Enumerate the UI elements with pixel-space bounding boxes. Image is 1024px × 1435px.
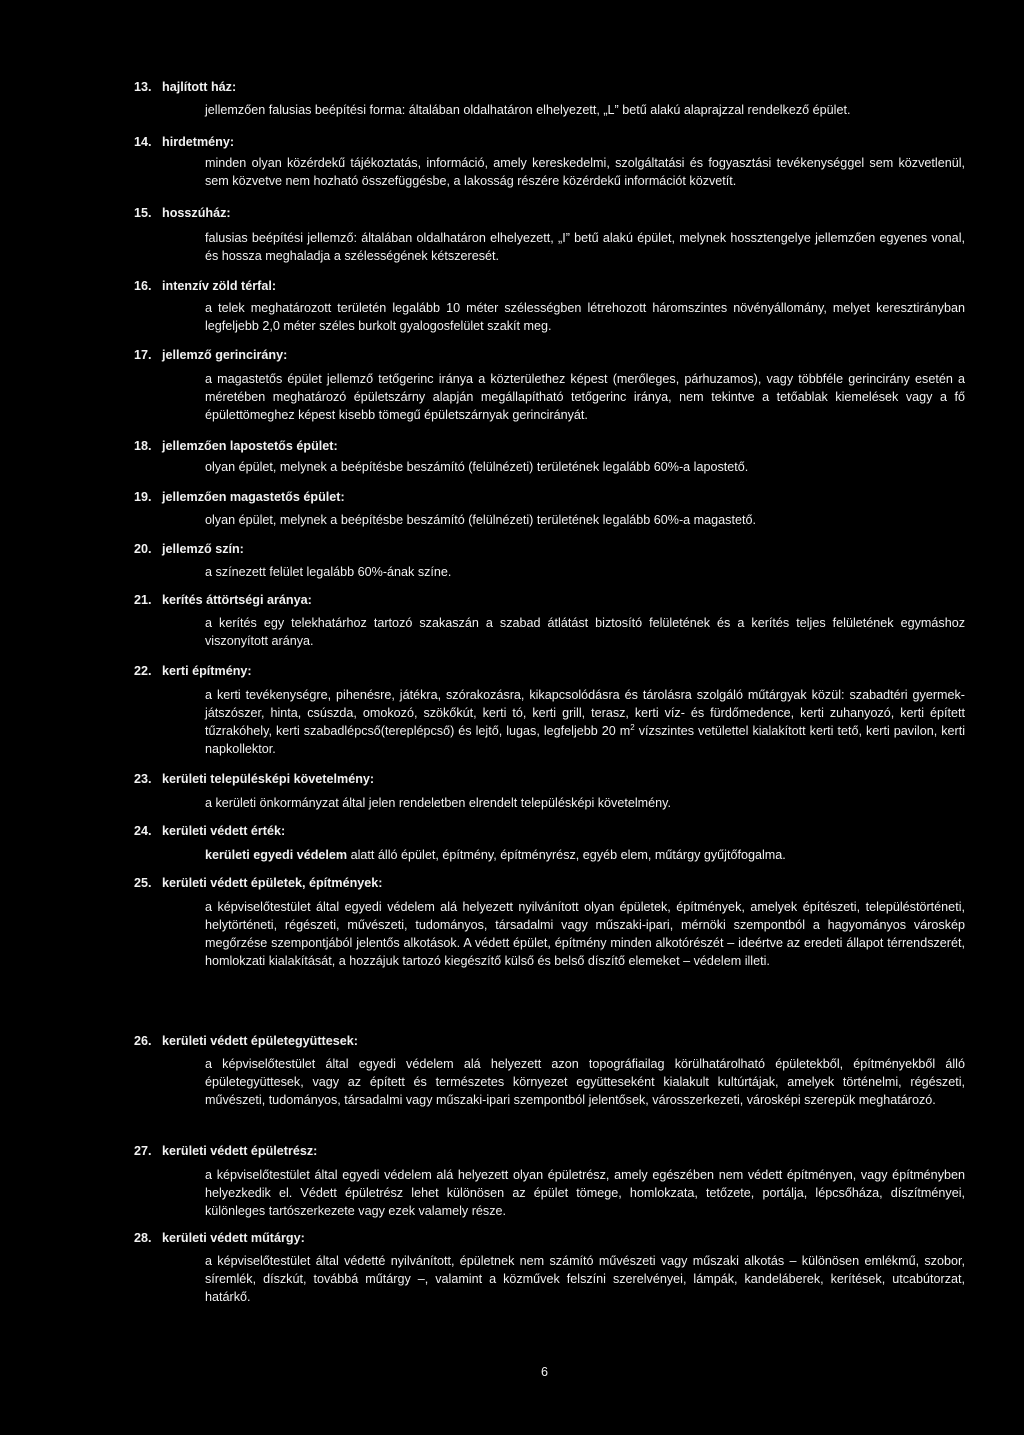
- entry-definition: a képviselőtestület által védetté nyilvánított, épületnek nem számító művészeti vagy műszaki alkotás – különösen emlékmű, szobor, síremlék, díszkút, továbbá műtárgy –, valamint a közművek felszíni szerelvényei, lámpák, kandeláberek, kerítések, utcabútorzat, határkő.: [205, 1254, 965, 1304]
- entry-number: 18.: [134, 439, 152, 453]
- entry-definition: a kerületi önkormányzat által jelen rendeletben elrendelt településképi követelmény.: [205, 796, 672, 810]
- definition-entry: [0, 346, 1024, 422]
- entry-number: 19.: [134, 490, 152, 504]
- entry-number: 27.: [134, 1144, 152, 1158]
- entry-definition: [205, 686, 965, 758]
- entry-definition: olyan épület, melynek a beépítésbe beszámító (felülnézeti) területének legalább 60%-a magastető.: [205, 513, 756, 527]
- entry-term: jellemzően lapostetős épület:: [162, 439, 338, 453]
- entry-definition: [205, 846, 965, 864]
- entry-term: kerületi védett épületrész:: [162, 1144, 318, 1158]
- definition-entry: [0, 540, 1024, 579]
- definition-entry: [0, 1032, 1024, 1107]
- definition-entry: [0, 277, 1024, 333]
- entry-number: 23.: [134, 772, 152, 786]
- definition-entry: [0, 78, 1024, 117]
- entry-definition: a telek meghatározott területén legalább 10 méter szélességben létrehozott háromszintes növényállomány, melyet keresztirányban legfeljebb 2,0 méter széles burkolt gyalogosfelület szakít meg.: [205, 301, 965, 333]
- entry-number: 26.: [134, 1034, 152, 1048]
- entry-term: hirdetmény:: [162, 135, 235, 149]
- definition-entry: [0, 133, 1024, 188]
- entry-definition-text: vízszintes vetülettel kialakított kerti tető, kerti pavilon, kerti napkollektor.: [205, 724, 965, 756]
- entry-term: hosszúház:: [162, 206, 231, 220]
- entry-term: hajlított ház:: [162, 80, 237, 94]
- page-number: 6: [541, 1365, 549, 1379]
- entry-term: kerületi védett épületek, építmények:: [162, 876, 383, 890]
- entry-definition-text: alatt álló épület, építmény, építményrész, egyéb elem, műtárgy gyűjtőfogalma.: [347, 848, 786, 862]
- entry-number: 20.: [134, 542, 152, 556]
- entry-term: kerti építmény:: [162, 664, 252, 678]
- entry-definition: minden olyan közérdekű tájékoztatás, információ, amely kereskedelmi, szolgáltatási és fogyasztási tevékenységgel sem közvetlenül, sem közvetve nem hozható összefüggésbe, a lakosság részére közérdekű információt közvetít.: [205, 156, 965, 188]
- entry-definition: a színezett felület legalább 60%-ának színe.: [205, 565, 452, 579]
- entry-definition: a képviselőtestület által egyedi védelem alá helyezett olyan épületrész, amely egészében nem védett építményen, vagy építményben helyezkedik el. Védett épületrész lehet különösen az épület tömege, homlokzata, tetőzete, portálja, lépcsőháza, díszítményei, különleges tartószerkezete vagy ezek valamely része.: [205, 1168, 965, 1218]
- entry-number: 21.: [134, 593, 152, 607]
- entry-number: 13.: [134, 80, 152, 94]
- entry-number: 22.: [134, 664, 152, 678]
- definition-entry: [0, 204, 1024, 263]
- entry-number: 28.: [134, 1231, 152, 1245]
- entry-term: kerítés áttörtségi aránya:: [162, 593, 312, 607]
- definition-entry: [0, 488, 1024, 527]
- entry-definition: a képviselőtestület által egyedi védelem alá helyezett azon topográfiailag körülhatárolható épületekből, építményekből álló épületegyüttesek, vagy az épített és természetes környezet együtteseként kialakult kultúrtájak, amelyek történelmi, régészeti, művészeti, tudományos, társadalmi vagy műszaki-ipari szempontból jelentősek, városszerkezeti, városképi szerepük meghatározó.: [205, 1057, 965, 1107]
- entry-term: kerületi védett érték:: [162, 824, 286, 838]
- definition-entry: [0, 591, 1024, 648]
- entry-number: 14.: [134, 135, 152, 149]
- entry-term: intenzív zöld térfal:: [162, 279, 277, 293]
- entry-term: kerületi településképi követelmény:: [162, 772, 375, 786]
- entry-term: kerületi védett műtárgy:: [162, 1231, 305, 1245]
- entry-definition: a kerítés egy telekhatárhoz tartozó szakaszán a szabad átlátást biztosító felületének és a kerítés teljes felületének egymáshoz viszonyított aránya.: [205, 616, 965, 648]
- entry-definition: falusias beépítési jellemző: általában oldalhatáron elhelyezett, „I” betű alakú épület, melynek hossztengelye jellemzően egyenes vonal, és hossza meghaladja a szélességének kétszeresét.: [205, 231, 965, 263]
- entry-term: jellemző gerincirány:: [162, 348, 288, 362]
- entry-definition-emphasis: kerületi egyedi védelem: [205, 848, 348, 862]
- superscript-two: 2: [630, 722, 635, 732]
- definition-entry: [0, 1229, 1024, 1304]
- definition-entry: [0, 822, 1024, 862]
- entry-definition: olyan épület, melynek a beépítésbe beszámító (felülnézeti) területének legalább 60%-a lapostető.: [205, 460, 749, 474]
- entry-number: 24.: [134, 824, 152, 838]
- entry-term: kerületi védett épületegyüttesek:: [162, 1034, 358, 1048]
- definition-entry: [0, 874, 1024, 968]
- entry-number: 17.: [134, 348, 152, 362]
- definition-entry: [0, 662, 1024, 756]
- entry-term: jellemző szín:: [162, 542, 244, 556]
- entry-definition: jellemzően falusias beépítési forma: általában oldalhatáron elhelyezett, „L” betű alakú alaprajzzal rendelkező épület.: [205, 103, 851, 117]
- entry-number: 16.: [134, 279, 152, 293]
- entry-definition: a magastetős épület jellemző tetőgerinc iránya a közterülethez képest (merőleges, párhuzamos), vagy többféle gerincirány esetén a méretében meghatározó épületszárny alapján megállapítható tetőgerinc iránya, nem tekintve a tetőablak kiemelések vagy a fő épülettömeghez képest kisebb tömegű épületszárnyak gerincirányát.: [205, 372, 965, 422]
- entry-definition: a képviselőtestület által egyedi védelem alá helyezett nyilvánított olyan épületek, építmények, amelyek építészeti, településtörténeti, helytörténeti, régészeti, művészeti, tudományos, társadalmi vagy műszaki-ipari, mérnöki szempontból a hagyományos városkép megőrzése szempontjából jelentős alkotások. A védett épület, építmény minden alkotórészét – ideértve az eredeti állapot térrendszerét, homlokzati kialakítását, a hozzájuk tartozó kiegészítő külső és belső díszítő elemeket – védelem illeti.: [205, 900, 965, 968]
- entry-term: jellemzően magastetős épület:: [162, 490, 345, 504]
- entry-definition-text: a kerti tevékenységre, pihenésre, játékra, szórakozásra, kikapcsolódásra és tárolásra szolgáló műtárgyak közül: szabadtéri gyermek-játszószer, hinta, csúszda, omokozó, szökőkút, kerti tó, kerti grill, terasz, kerti víz- és fürdőmedence, kerti zuhanyozó, kerti épített tűzrakóhely, kerti szabadlépcső(tereplépcső) és lejtő, lugas, legfeljebb 20 m: [205, 688, 965, 738]
- definition-entry: [0, 770, 1024, 810]
- entry-number: 15.: [134, 206, 152, 220]
- entry-number: 25.: [134, 876, 152, 890]
- definition-entry: [0, 1142, 1024, 1218]
- definition-entry: [0, 437, 1024, 474]
